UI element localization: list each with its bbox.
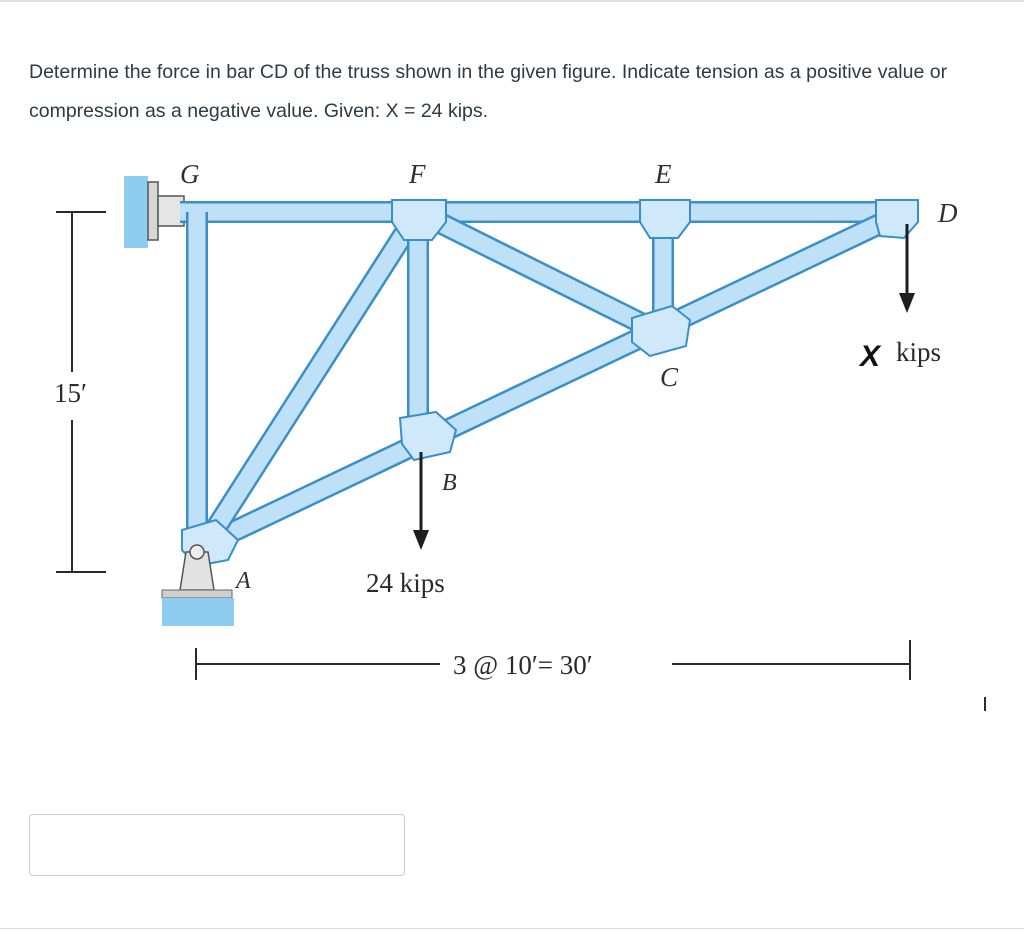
- top-border: [0, 0, 1024, 2]
- load-arrow-b: [413, 452, 429, 550]
- question-text: Determine the force in bar CD of the truss shown in the given figure. Indicate tension as a positive value or compression as a negative value. Given: X = 24 kips.: [29, 61, 948, 122]
- answer-input[interactable]: [29, 814, 405, 876]
- node-label-d: D: [938, 198, 958, 228]
- wall-support: [124, 176, 148, 248]
- load-d-unit: kips: [896, 337, 942, 367]
- span-dimension-label: 3 @ 10′= 30′: [453, 650, 593, 680]
- truss-members: [180, 212, 905, 545]
- truss-figure: [0, 140, 1024, 700]
- node-label-c: C: [660, 362, 679, 392]
- bottom-border: [0, 928, 1024, 929]
- height-dimension-label: 15′: [54, 378, 87, 408]
- node-label-e: E: [655, 159, 672, 189]
- node-label-a: A: [236, 568, 251, 594]
- load-d-symbol: X: [860, 340, 881, 373]
- text-cursor-mark: [984, 697, 986, 711]
- load-b-label: 24 kips: [366, 568, 445, 598]
- node-label-f: F: [409, 159, 426, 189]
- node-label-g: G: [180, 159, 200, 189]
- node-label-b: B: [442, 470, 457, 496]
